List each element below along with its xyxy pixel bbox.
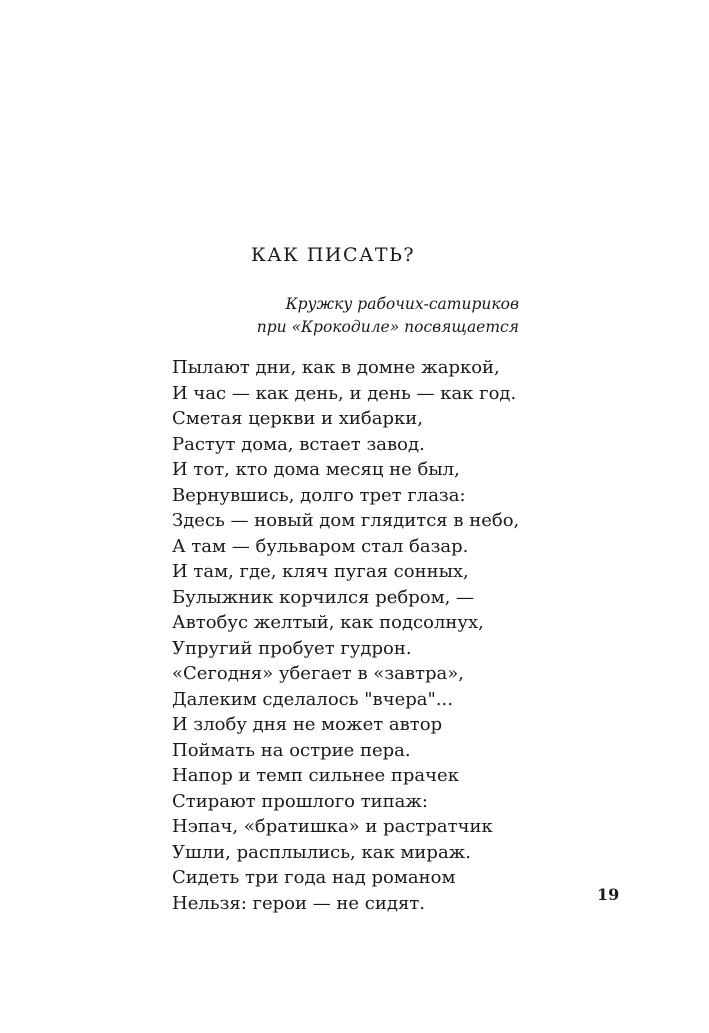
poem-line: Нэпач, «братишка» и растратчик — [172, 816, 493, 837]
poem-text — [172, 355, 519, 916]
dedication-line: при «Крокодиле» посвящается — [256, 318, 519, 336]
poem-line: И там, где, кляч пугая сонных, — [172, 561, 469, 582]
poem-line: Стирают прошлого типаж: — [172, 790, 428, 812]
poem-line: Далеким сделалось "вчера"... — [172, 688, 453, 710]
poem-line: А там — бульваром стал базар. — [172, 535, 469, 557]
poem-line: «Сегодня» убегает в «завтра», — [172, 663, 464, 684]
dedication — [257, 293, 519, 339]
poem-line: Булыжник корчился ребром, — — [172, 586, 475, 608]
dedication-line: Кружку рабочих-сатириков — [285, 295, 519, 313]
poem-line: Пылают дни, как в домне жаркой, — [172, 357, 500, 378]
poem-line: Сидеть три года над романом — [172, 867, 456, 888]
page-number: 19 — [597, 885, 620, 904]
poem-line: Растут дома, встает завод. — [172, 433, 425, 455]
poem-line: И злобу дня не может автор — [172, 714, 443, 735]
poem-line: Поймать на острие пера. — [172, 739, 411, 761]
poem-line: Упругий пробует гудрон. — [172, 637, 412, 659]
poem-line: Сметая церкви и хибарки, — [172, 408, 423, 429]
poem-line: Напор и темп сильнее прачек — [172, 765, 459, 786]
poem-line: И тот, кто дома месяц не был, — [172, 459, 460, 480]
poem-line: Автобус желтый, как подсолнух, — [172, 612, 484, 633]
poem-line: Ушли, расплылись, как мираж. — [172, 841, 471, 863]
poem-line: Нельзя: герои — не сидят. — [172, 892, 425, 914]
poem-line: И час — как день, и день — как год. — [172, 382, 517, 404]
poem-line: Вернувшись, долго трет глаза: — [172, 484, 466, 506]
poem-line: Здесь — новый дом глядится в небо, — [172, 510, 520, 531]
poem-title: КАК ПИСАТЬ? — [251, 244, 416, 266]
